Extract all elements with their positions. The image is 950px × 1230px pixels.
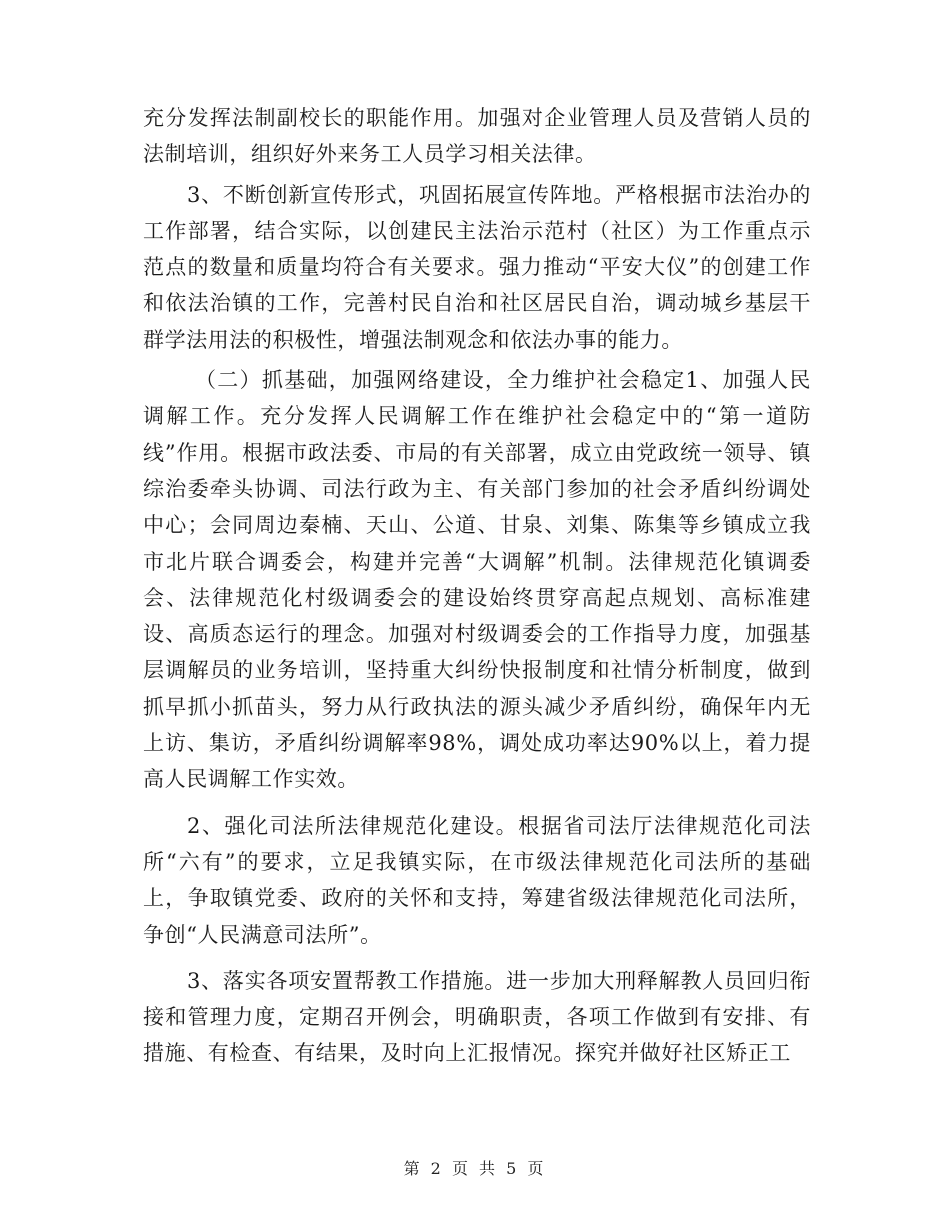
- paragraph-3: （二）抓基础，加强网络建设，全力维护社会稳定1、加强人民调解工作。充分发挥人民调解工作在维护社会稳定中的“第一道防线”作用。根据市政法委、市局的有关部署，成立由党政统一领导、镇综治委牵头协调、司法行政为主、有关部门参加的社会矛盾纠纷调处中心；会同周边秦楠、天山、公道、甘泉、刘集、陈集等乡镇成立我市北片联合调委会，构建并完善“大调解”机制。法律规范化镇调委会、法律规范化村级调委会的建设始终贯穿高起点规划、高标准建设、高质态运行的理念。加强对村级调委会的工作指导力度，加强基层调解员的业务培训，坚持重大纠纷快报制度和社情分析制度，做到抓早抓小抓苗头，努力从行政执法的源头减少矛盾纠纷，确保年内无上访、集访，矛盾纠纷调解率98%，调处成功率达90%以上，着力提高人民调解工作实效。: [143, 368, 811, 792]
- paragraph-2: 3、不断创新宣传形式，巩固拓展宣传阵地。严格根据市法治办的工作部署，结合实际，以创建民主法治示范村（社区）为工作重点示范点的数量和质量均符合有关要求。强力推动“平安大仪”的创建工作和依法治镇的工作，完善村民自治和社区居民自治，调动城乡基层干群学法用法的积极性，增强法制观念和依法办事的能力。: [143, 182, 811, 352]
- page-footer: 第 2 页 共 5 页: [403, 1159, 547, 1178]
- paragraph-5: 3、落实各项安置帮教工作措施。进一步加大刑释解教人员回归衔接和管理力度，定期召开例会，明确职责，各项工作做到有安排、有措施、有检查、有结果，及时向上汇报情况。探究并做好社区矫正工: [143, 968, 811, 1066]
- paragraph-4: 2、强化司法所法律规范化建设。根据省司法厅法律规范化司法所“六有”的要求，立足我镇实际，在市级法律规范化司法所的基础上，争取镇党委、政府的关怀和支持，筹建省级法律规范化司法所，争创“人民满意司法所”。: [143, 813, 811, 947]
- paragraph-1: 充分发挥法制副校长的职能作用。加强对企业管理人员及营销人员的法制培训，组织好外来务工人员学习相关法律。: [143, 106, 811, 167]
- document-body: [143, 100, 811, 1072]
